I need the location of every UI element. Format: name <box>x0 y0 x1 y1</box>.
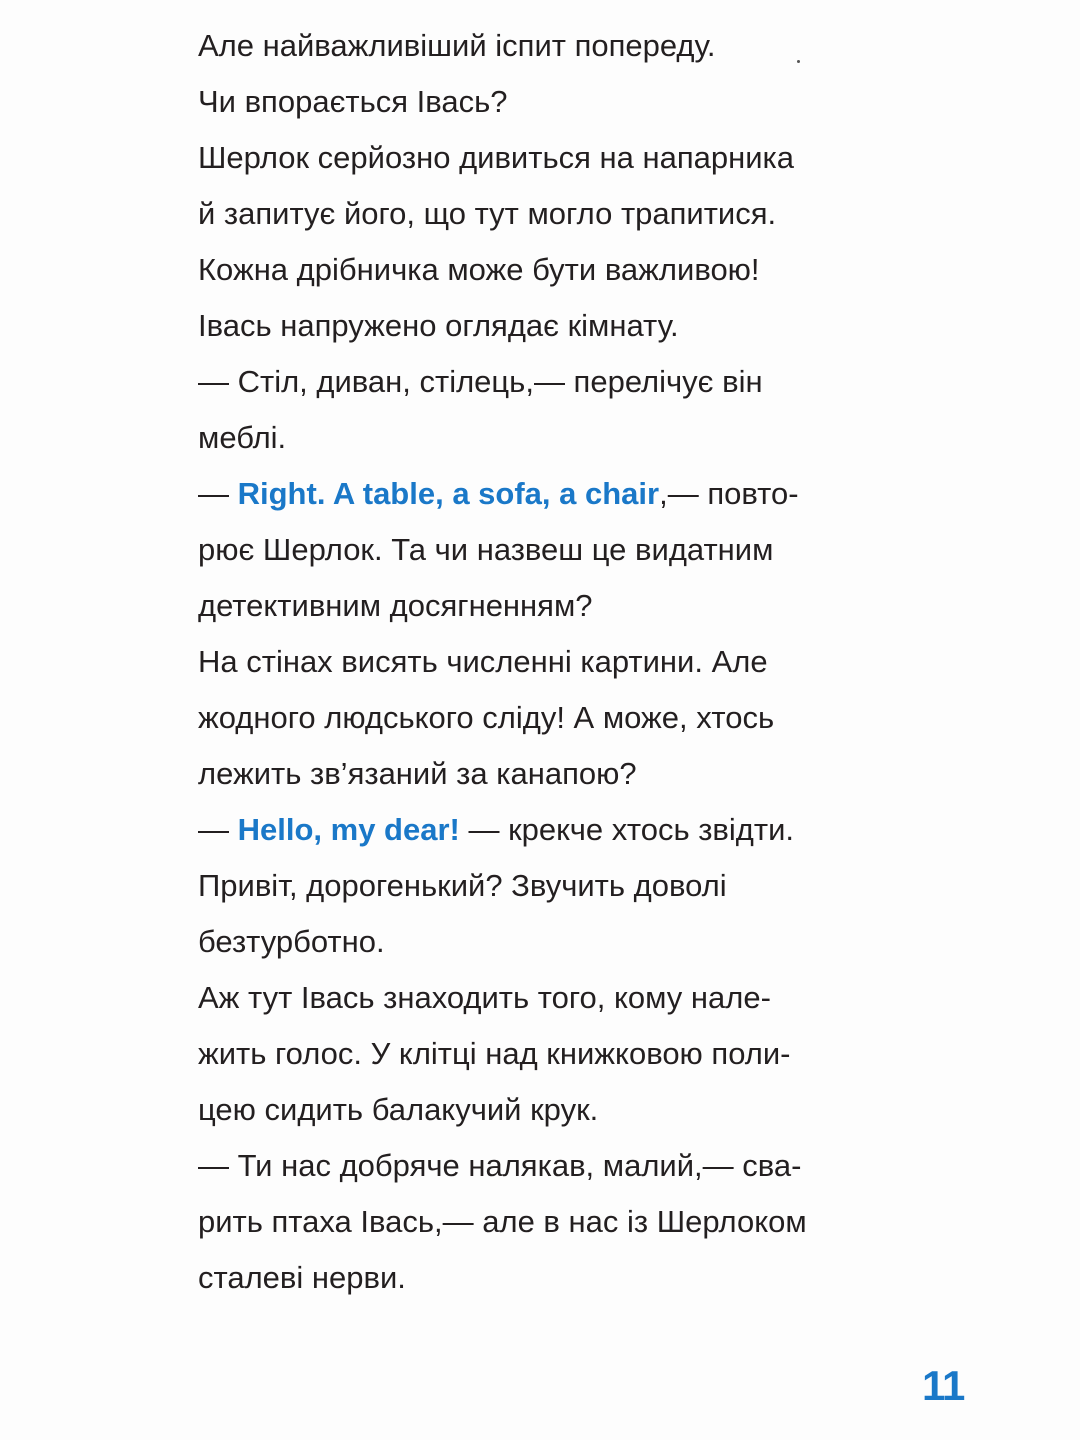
text-line: рює Шерлок. Та чи назвеш це видатним <box>198 532 774 567</box>
text-line: — Стіл, диван, стілець,— перелічує він <box>198 364 763 399</box>
text-line: На стінах висять численні картини. Але <box>198 644 768 679</box>
english-phrase: Hello, my dear! <box>237 812 460 847</box>
dialogue-line-english <box>198 466 898 522</box>
text-line: Але найважливіший іспит попереду. <box>198 28 716 63</box>
text-line: детективним досягненням? <box>198 588 593 623</box>
dialogue-rest: — крекче хтось звідти. <box>459 812 795 847</box>
story-text <box>198 18 898 1306</box>
dialogue-line-english <box>198 802 898 858</box>
dialogue-dash: — <box>198 812 238 847</box>
text-line: рить птаха Івась,— але в нас із Шерлоком <box>198 1204 807 1239</box>
dialogue-dash: — <box>198 476 238 511</box>
text-line: Шерлок серйозно дивиться на напарника <box>198 140 795 175</box>
text-line: Івась напружено оглядає кімнату. <box>198 308 679 343</box>
text-line: жодного людського сліду! А може, хтось <box>198 700 775 735</box>
text-line: меблі. <box>198 420 287 455</box>
dialogue-rest: ,— повто- <box>659 476 799 511</box>
text-line: Привіт, дорогенький? Звучить доволі <box>198 868 727 903</box>
text-line: сталеві нерви. <box>198 1260 406 1295</box>
text-line: Чи впорається Івась? <box>198 84 508 119</box>
text-line: — Ти нас добряче налякав, малий,— сва- <box>198 1148 802 1183</box>
text-line: Кожна дрібничка може бути важливою! <box>198 252 760 287</box>
text-line: безтурботно. <box>198 924 385 959</box>
text-line: цею сидить балакучий крук. <box>198 1092 599 1127</box>
text-line: Аж тут Івась знаходить того, кому нале- <box>198 980 771 1015</box>
text-line: лежить зв’язаний за канапою? <box>198 756 637 791</box>
text-line: жить голос. У клітці над книжковою поли- <box>198 1036 791 1071</box>
page-number: 11 <box>922 1362 965 1409</box>
text-line: й запитує його, що тут могло трапитися. <box>198 196 777 231</box>
english-phrase: Right. A table, a sofa, a chair <box>237 476 660 511</box>
